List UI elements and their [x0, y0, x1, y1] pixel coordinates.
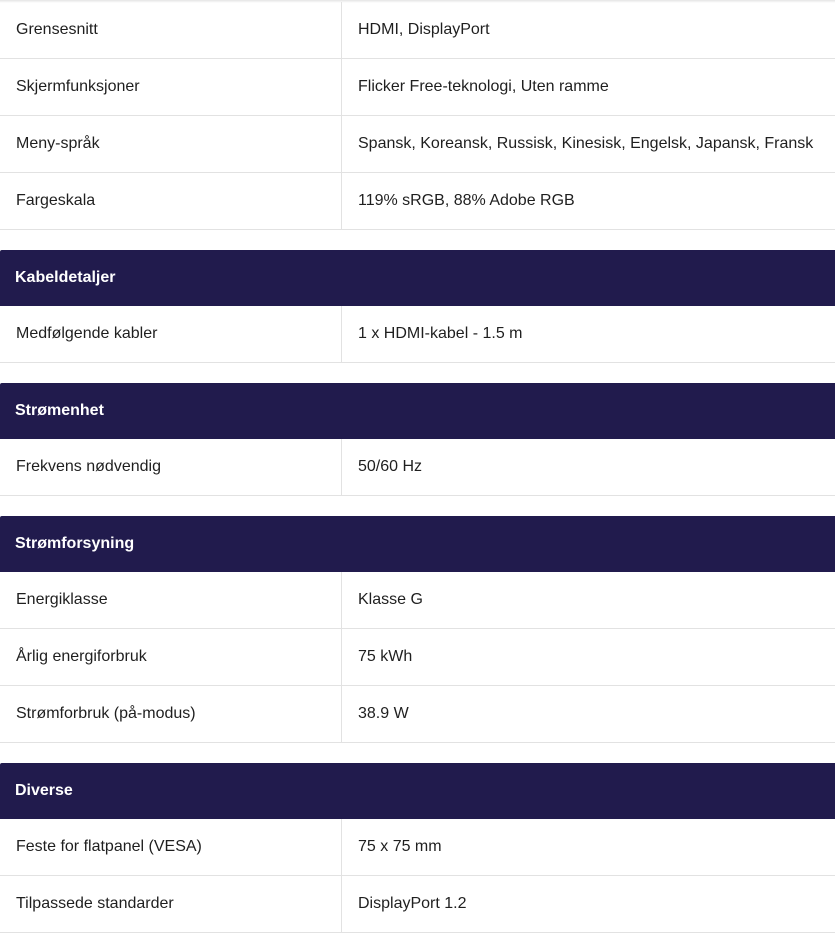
spec-label: Meny-språk [0, 116, 342, 173]
spec-label: Medfølgende kabler [0, 306, 342, 363]
table-row [0, 876, 835, 933]
table-row [0, 439, 835, 496]
spec-table-stromenhet [0, 439, 835, 496]
table-row [0, 572, 835, 629]
spec-value: Spansk, Koreansk, Russisk, Kinesisk, Engelsk, Japansk, Fransk [342, 116, 835, 173]
spec-label: Feste for flatpanel (VESA) [0, 819, 342, 876]
spec-table-stromforsyning [0, 572, 835, 743]
spec-label: Grensesnitt [0, 2, 342, 59]
table-row [0, 173, 835, 230]
spec-table-general [0, 2, 835, 230]
spec-label: Fargeskala [0, 173, 342, 230]
spec-label: Skjermfunksjoner [0, 59, 342, 116]
section-gap [0, 230, 835, 250]
spec-value: 1 x HDMI-kabel - 1.5 m [342, 306, 835, 363]
section-header-diverse: Diverse [0, 763, 835, 819]
spec-value: DisplayPort 1.2 [342, 876, 835, 933]
table-row [0, 2, 835, 59]
section-gap [0, 496, 835, 516]
spec-label: Årlig energiforbruk [0, 629, 342, 686]
spec-value: 38.9 W [342, 686, 835, 743]
spec-list [0, 2, 835, 933]
spec-label: Tilpassede standarder [0, 876, 342, 933]
table-row [0, 306, 835, 363]
spec-value: 119% sRGB, 88% Adobe RGB [342, 173, 835, 230]
spec-value: HDMI, DisplayPort [342, 2, 835, 59]
section-header-stromforsyning: Strømforsyning [0, 516, 835, 572]
spec-table-kabeldetaljer [0, 306, 835, 363]
section-gap [0, 363, 835, 383]
section-header-kabeldetaljer: Kabeldetaljer [0, 250, 835, 306]
spec-table-diverse [0, 819, 835, 933]
section-header-stromenhet: Strømenhet [0, 383, 835, 439]
spec-value: 75 x 75 mm [342, 819, 835, 876]
table-row [0, 116, 835, 173]
spec-value: 75 kWh [342, 629, 835, 686]
table-row [0, 686, 835, 743]
spec-label: Strømforbruk (på-modus) [0, 686, 342, 743]
section-gap [0, 743, 835, 763]
table-row [0, 629, 835, 686]
spec-label: Frekvens nødvendig [0, 439, 342, 496]
spec-value: 50/60 Hz [342, 439, 835, 496]
table-row [0, 819, 835, 876]
table-row [0, 59, 835, 116]
spec-label: Energiklasse [0, 572, 342, 629]
spec-value: Klasse G [342, 572, 835, 629]
spec-value: Flicker Free-teknologi, Uten ramme [342, 59, 835, 116]
